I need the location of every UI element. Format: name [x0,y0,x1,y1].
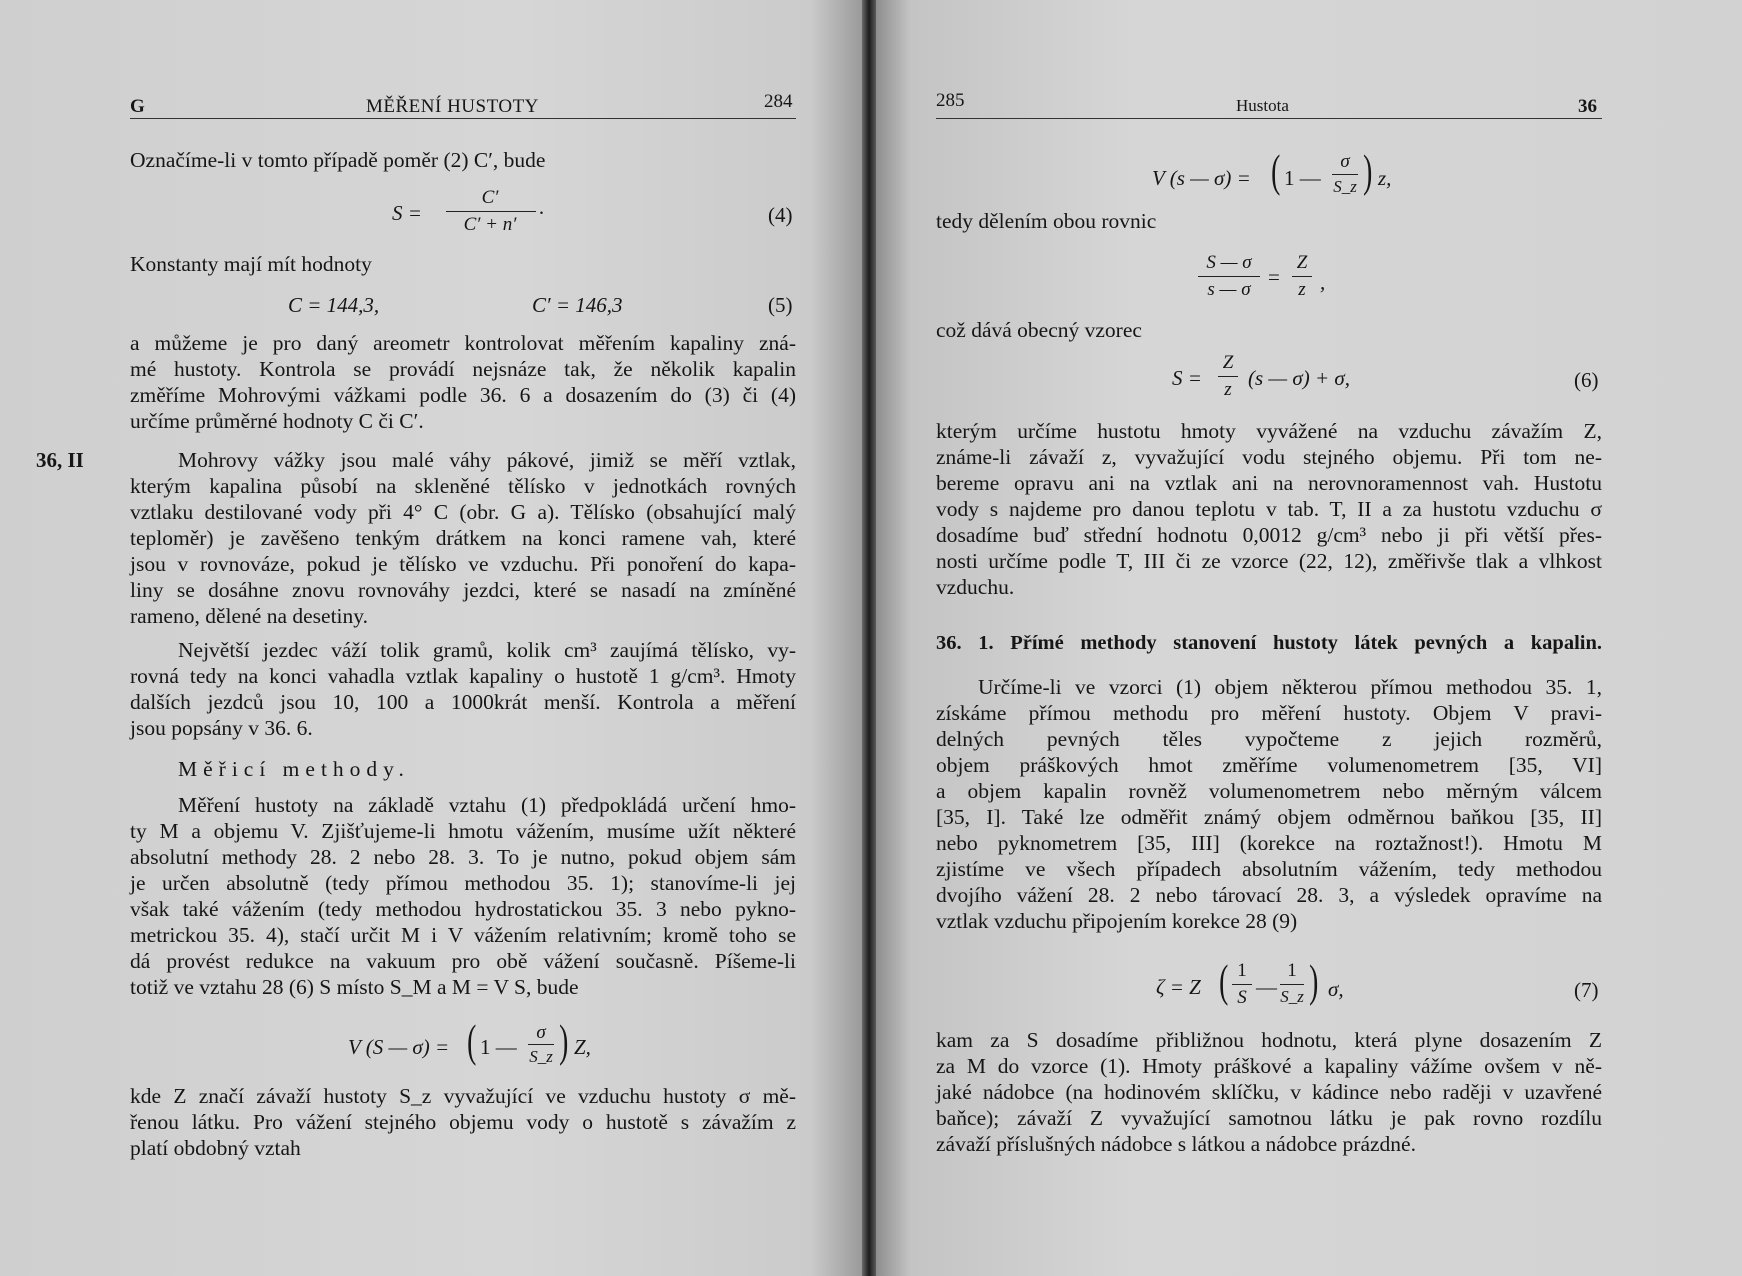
text-line: vody s najdeme pro danou teplotu v tab. T, II a za hustotu vzduchu σ [936,497,1602,521]
text-line: však také vážením (tedy methodou hydrostatickou 35. 3 nebo pykno- [130,897,796,921]
eq-vs-tail: Z, [574,1035,591,1059]
text-line: řenou látku. Pro vážení stejného objemu vody o hustotě s závažím z [130,1110,796,1134]
text-line: metrickou 35. 4), stačí určit M i V vážením relativním; kromě toho se [130,923,796,947]
eq-top-bar [1332,174,1358,175]
text-line: objem práškových hmot změříme volumenometrem [35, VI] [936,753,1602,777]
text-line: mé hustoty. Kontrola se provádí nejsnáze tak, že několik kapalin [130,357,796,381]
eq-vs-bar [528,1044,554,1045]
text-line: Označíme-li v tomto případě poměr (2) C′, bude [130,148,546,172]
ratio-den-left: s — σ [1207,279,1251,300]
eq7-number: (7) [1574,978,1599,1002]
text-line: kam za S dosadíme přibližnou hodnotu, která plyne dosazením Z [936,1028,1602,1052]
header-page-number: 284 [764,91,793,112]
text-line: liny se dosáhne znovu rovnováhy jezdci, které se nasadí na zmíněné [130,578,796,602]
text-line: za M do vzorce (1). Hmoty práškové a kapaliny vážíme ovšem v ně- [936,1054,1602,1078]
eq4-number: (4) [768,203,793,227]
text-line: a můžeme je pro daný areometr kontrolovat měřením kapaliny zná- [130,331,796,355]
text-line: rameno, dělené na desetiny. [130,604,368,628]
text-line: delných pevných těles vypočteme z jejich rozměrů, [936,727,1602,751]
text-line: baňce); závaží Z vyvažující samotnou látku je pak rovno rozdílu [936,1106,1602,1130]
eq7-den2: S_z [1280,987,1304,1006]
text-line: známe-li závaží z, vyvažující vodu stejného objemu. Při tom ne- [936,445,1602,469]
ratio-num-left: S — σ [1206,252,1252,273]
text-line: získáme přímou methodu pro měření hustoty. Objem V pravi- [936,701,1602,725]
text-line: kterým určíme hustotu hmoty vyvážené na vzduchu závažím Z, [936,419,1602,443]
ratio-bar-right [1292,276,1312,277]
eq6-bar [1218,376,1238,377]
text-line: teploměr) je zavěšeno tenkým drátkem na konci ramene vah, které [130,526,796,550]
eq4-bar [446,211,536,212]
eq7-num1: 1 [1237,960,1247,981]
header-letter: G [130,96,145,117]
eq7-bar1 [1232,984,1252,985]
eq7-lhs: ζ = Z [1156,975,1201,999]
eq6-lhs: S = [1172,366,1202,390]
text-line: Mohrovy vážky jsou malé váhy pákové, jimiž se měří vztlak, [178,448,796,472]
eq-top-rparen: ) [1363,145,1373,196]
ratio-den-right: z [1298,279,1306,300]
eq-vs-num: σ [536,1022,546,1043]
eq-top-tail: z, [1378,166,1392,190]
text-line: jsou popsány v 36. 6. [130,716,313,740]
eq4-numerator: C′ [481,187,499,208]
text-line: absolutní methody 28. 2 nebo 28. 3. To je nutno, pokud objem sám [130,845,796,869]
eq-vs-one: 1 — [480,1035,517,1059]
eq-vs-den: S_z [529,1047,553,1066]
eq-vs-lparen: ( [467,1015,477,1066]
text-line: změříme Mohrovými vážkami podle 36. 6 a dosazením do (3) či (4) [130,383,796,407]
eq6-number: (6) [1574,368,1599,392]
subheading: Měřicí methody. [178,757,410,781]
text-line: určíme průměrné hodnoty C či C′. [130,409,424,433]
text-line: kde Z značí závaží hustoty S_z vyvažující ve vzduchu hustoty σ mě- [130,1084,796,1108]
eq7-bar2 [1280,984,1304,985]
text-line: vztlaku destilované vody při 4° C (obr. G a). Tělísko (obsahující malý [130,500,796,524]
right-page [876,0,1742,1276]
left-page [0,0,862,1276]
ratio-equals: = [1268,265,1280,289]
eq6-den: z [1224,379,1232,400]
eq5-number: (5) [768,293,793,317]
ratio-comma: , [1320,270,1326,294]
text-line: dvojího vážení 28. 2 nebo tárovací 28. 3, a výsledek opravíme na [936,883,1602,907]
book-gutter [862,0,876,1276]
text-line: zjistíme ve všech případech absolutním vážením, tedy methodou [936,857,1602,881]
eq4-denominator: C′ + n′ [463,214,517,235]
header-page-number-left: 285 [936,90,965,111]
text-line: platí obdobný vztah [130,1136,301,1160]
text-line: dalších jezdců jsou 10, 100 a 1000krát menší. Kontrola a měření [130,690,796,714]
eq7-tail: σ, [1328,977,1344,1001]
text-line: ty M a objemu V. Zjišťujeme-li hmotu vážením, musíme užít některé [130,819,796,843]
header-rule [130,118,796,119]
eq7-minus: — [1256,975,1277,999]
eq7-num2: 1 [1287,960,1297,981]
eq-top-one: 1 — [1284,166,1321,190]
eq4-lhs: S = [392,201,422,225]
eq5-b: C′ = 146,3 [532,293,623,317]
text-line: vztlak vzduchu připojením korekce 28 (9) [936,909,1298,933]
ratio-bar-left [1198,276,1260,277]
text-line: dosadíme buď střední hodnotu 0,0012 g/cm³ nebo ji při větší přes- [936,523,1602,547]
text-line: Měření hustoty na základě vztahu (1) předpokládá určení hmo- [178,793,796,817]
text-line: totiž ve vztahu 28 (6) S místo S_M a M = V S, bude [130,975,579,999]
text-line: rovná tedy na konci vahadla vztlak kapaliny o hustotě 1 g/cm³. Hmoty [130,664,796,688]
section-label: 36, II [36,448,84,472]
eq-top-den: S_z [1333,177,1357,196]
eq7-lparen: ( [1219,955,1229,1006]
text-line: dá provést redukce na vakuum pro obě vážení současně. Píšeme-li [130,949,796,973]
eq-vs-rparen: ) [559,1015,569,1066]
header-title: Hustota [1236,96,1289,115]
eq7-den1: S [1237,987,1247,1008]
eq-vs-lhs: V (S — σ) = [348,1035,450,1059]
section-heading: 36. 1. Přímé methody stanovení hustoty látek pevných a kapalin. [936,632,1602,654]
eq7-rparen: ) [1309,955,1319,1006]
header-title: MĚŘENÍ HUSTOTY [366,96,539,117]
eq4-dot: · [538,201,545,225]
text-line: kterým kapalina působí na skleněné tělísko v jednotkách rovných [130,474,796,498]
text-line: nosti určíme podle T, III či ze vzorce (22, 12), změřivše tlak a vlhkost [936,549,1602,573]
text-line: jsou v rovnováze, pokud je tělísko ve vzduchu. Při ponoření do kapa- [130,552,796,576]
text-line: je určen absolutně (tedy přímou methodou 35. 1); stanovíme-li jej [130,871,796,895]
text-line: [35, I]. Také lze odměřit známý objem odměrnou baňkou [35, II] [936,805,1602,829]
header-page-number-right: 36 [1578,96,1597,117]
eq6-num: Z [1222,352,1234,373]
text-line: tedy dělením obou rovnic [936,209,1157,233]
text-line: bereme opravu ani na vztlak ani na nerovnoramennost vah. Hustotu [936,471,1602,495]
text-line: Konstanty mají mít hodnoty [130,252,372,276]
text-line: Určíme-li ve vzorci (1) objem některou přímou methodou 35. 1, [978,675,1602,699]
text-line: Největší jezdec váží tolik gramů, kolik cm³ zaujímá tělísko, vy- [178,638,796,662]
text-line: a objem kapalin rovněž volumenometrem nebo měrným válcem [936,779,1602,803]
eq-top-lparen: ( [1271,145,1281,196]
text-line: vzduchu. [936,575,1015,599]
header-rule [936,118,1602,119]
eq5-a: C = 144,3, [288,293,380,317]
text-line: závaží příslušných nádobce s látkou a nádobce prázdné. [936,1132,1416,1156]
text-line: což dává obecný vzorec [936,318,1142,342]
ratio-num-right: Z [1296,252,1308,273]
text-line: nebo pyknometrem [35, III] (korekce na roztažnost!). Hmotu M [936,831,1602,855]
eq-top-lhs: V (s — σ) = [1152,166,1251,190]
text-line: jaké nádobce (na hodinovém sklíčku, v kádince nebo raději v uzavřené [936,1080,1602,1104]
eq6-tail: (s — σ) + σ, [1248,366,1350,390]
eq-top-num: σ [1340,151,1350,172]
